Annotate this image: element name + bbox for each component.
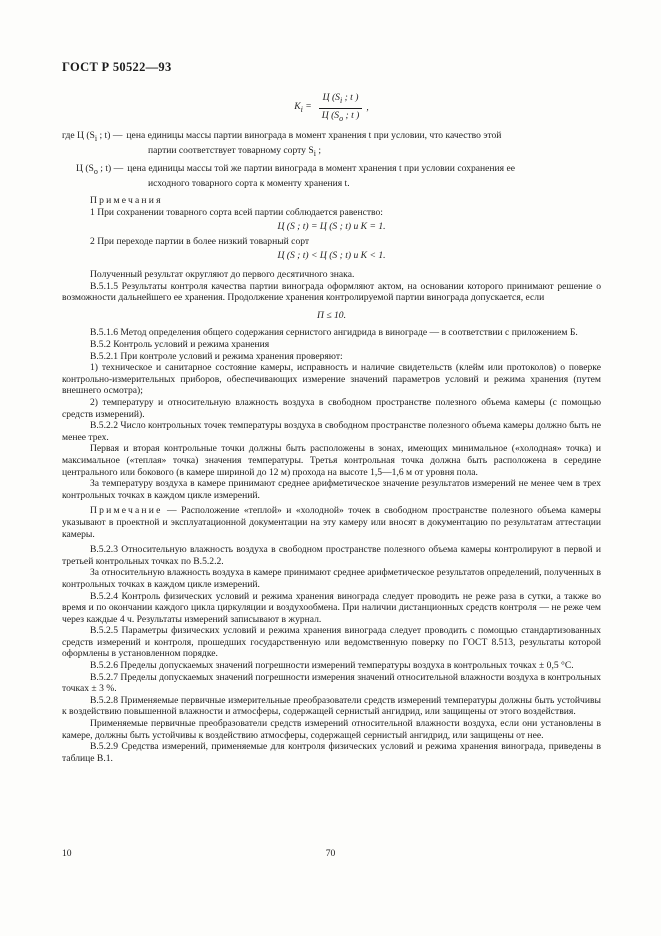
- paragraph-round: Полученный результат округляют до первого десятичного знака.: [90, 269, 355, 281]
- fraction: [318, 92, 364, 124]
- paragraph-b524: В.5.2.4 Контроль физических условий и режима хранения винограда следует проводить не реже раза в сутки, а также во время и по окончании каждого цикла циркуляции и воздухообмена. При наличии дистанционных средств контроля — не реже чем через каждые 4 ч. Результаты измерений записывают в журнал.: [62, 590, 601, 625]
- where-term-2: Ц ($S_o$ ; t) — цена единицы массы той же партии винограда в момент хранения t при условии сохранения ее: [76, 163, 515, 176]
- paragraph-b521: В.5.2.1 При контроле условий и режима хранения проверяют:: [90, 350, 343, 362]
- paragraph-humidity: За относительную влажность воздуха в камере принимают среднее арифметическое результатов определений, полученных в контрольных точках в каждом цикле измерений.: [62, 567, 601, 590]
- paragraph-b522: В.5.2.2 Число контрольных точек температуры воздуха в свободном пространстве полезного объема камеры должно быть не менее трех.: [62, 420, 601, 443]
- paragraph-primary: Применяемые первичные преобразователи средств измерений относительной влажности воздуха, если они установлены в камере, должны быть устойчивы к воздействию атмосферы, содержащей сернистый ангидрид, или защищены от нее.: [62, 718, 601, 741]
- formula-less: Ц (S ; t) < Ц (S ; t) и K < 1.: [277, 250, 386, 262]
- where-term-2-cont: исходного товарного сорта к моменту хранения t.: [148, 177, 350, 189]
- paragraph-b52: В.5.2 Контроль условий и режима хранения: [90, 339, 270, 351]
- paragraph-b515: В.5.1.5 Результаты контроля качества партии винограда оформляют актом, на основании которого принимают решение о возможности дальнейшего ее хранения. Продолжение хранения контролируемой партии винограда допускается, если: [62, 280, 601, 304]
- paragraph-b527: В.5.2.7 Пределы допускаемых значений погрешности измерения значений относительной влажности воздуха в контрольных точках ± 3 %.: [62, 671, 601, 695]
- note-2: 2 При переходе партии в более низкий товарный сорт: [90, 235, 310, 247]
- list-item-1: 1) техническое и санитарное состояние камеры, исправность и наличие свидетельств (клейм или протоколов) о поверке контрольно-измерительных приборов, обеспечивающих измерение значений параметров условий и режима хранения (путем внешнего осмотра);: [62, 362, 601, 397]
- where-term-1: где Ц ($S_i$ ; t) — цена единицы массы партии винограда в момент хранения t при условии, что качество этой: [62, 130, 502, 143]
- where-term-1-cont: партии соответствует товарному сорту $S_i$ ;: [148, 144, 322, 158]
- paragraph-b523: В.5.2.3 Относительную влажность воздуха в свободном пространстве полезного объема камеры контролируют в первой и третьей контрольных точках по В.5.2.2.: [62, 544, 601, 567]
- note-1: 1 При сохранении товарного сорта всей партии соблюдается равенство:: [90, 206, 383, 218]
- paragraph-b529: В.5.2.9 Средства измерений, применяемые для контроля физических условий и режима хранения винограда, приведены в таблице В.1.: [62, 741, 601, 764]
- document-body: [62, 92, 601, 764]
- notes-heading: Примечания: [90, 195, 163, 207]
- page-number-center: 70: [325, 848, 336, 859]
- paragraph-b528: В.5.2.8 Применяемые первичные измерительные преобразователи средств измерений температуры должны быть устойчивы к воздействию повышенной влажности и атмосферы, содержащей сернистый ангидрид, или защищены от этого воздействия.: [62, 694, 601, 718]
- formula-pt: П ≤ 10.: [317, 309, 346, 321]
- paragraph-temperature: За температуру воздуха в камере принимают среднее арифметическое значение результатов измерений не менее чем в трех контрольных точках в каждом цикле измерений.: [62, 478, 601, 501]
- denominator: Ц ($S_o$ ; t ): [321, 109, 360, 123]
- page-header: ГОСТ Р 50522—93: [62, 60, 172, 74]
- page-number-left: 10: [62, 848, 72, 859]
- list-item-2: 2) температуру и относительную влажность воздуха в свободном пространстве полезного объема камеры (с помощью средств измерений).: [62, 397, 601, 420]
- formula-equal: Ц (S ; t) = Ц (S ; t) и K = 1.: [277, 221, 386, 233]
- paragraph-b526: В.5.2.6 Пределы допускаемых значений погрешности измерений температуры воздуха в контрольных точках ± 0,5 °С.: [90, 660, 574, 672]
- formula-k: $K_i$ = $\frac{Ц (S_i ; t )}{Ц (S_o ; t )}$ ,: [294, 92, 369, 123]
- note-paragraph: Примечание — Расположение «теплой» и «холодной» точек в свободном пространстве полезного объема камеры указывают в проектной и эксплуатационной документации на эту камеру или вносят в документацию по результатам аттестации камеры.: [62, 505, 601, 540]
- paragraph-points: Первая и вторая контрольные точки должны быть расположены в зонах, имеющих минимальное («холодная» точка) и максимальное («теплая» точка) значения температуры. Третья контрольная точка должна быть расположена в середине центрального или бокового (в камере шириной до 12 м) прохода на высоте 1,5—1,6 м от уровня пола.: [62, 443, 601, 478]
- paragraph-b516: В.5.1.6 Метод определения общего содержания сернистого ангидрида в винограде — в соответствии с приложением Б.: [90, 327, 578, 339]
- numerator: Ц ($S_i$ ; t ): [319, 92, 363, 109]
- paragraph-b525: В.5.2.5 Параметры физических условий и режима хранения винограда следует проводить с помощью стандартизованных средств измерений и контроля, прошедших государственную или ведомственную поверку по ГОСТ 8.513, результаты которой оформлены в установленном порядке.: [62, 625, 601, 660]
